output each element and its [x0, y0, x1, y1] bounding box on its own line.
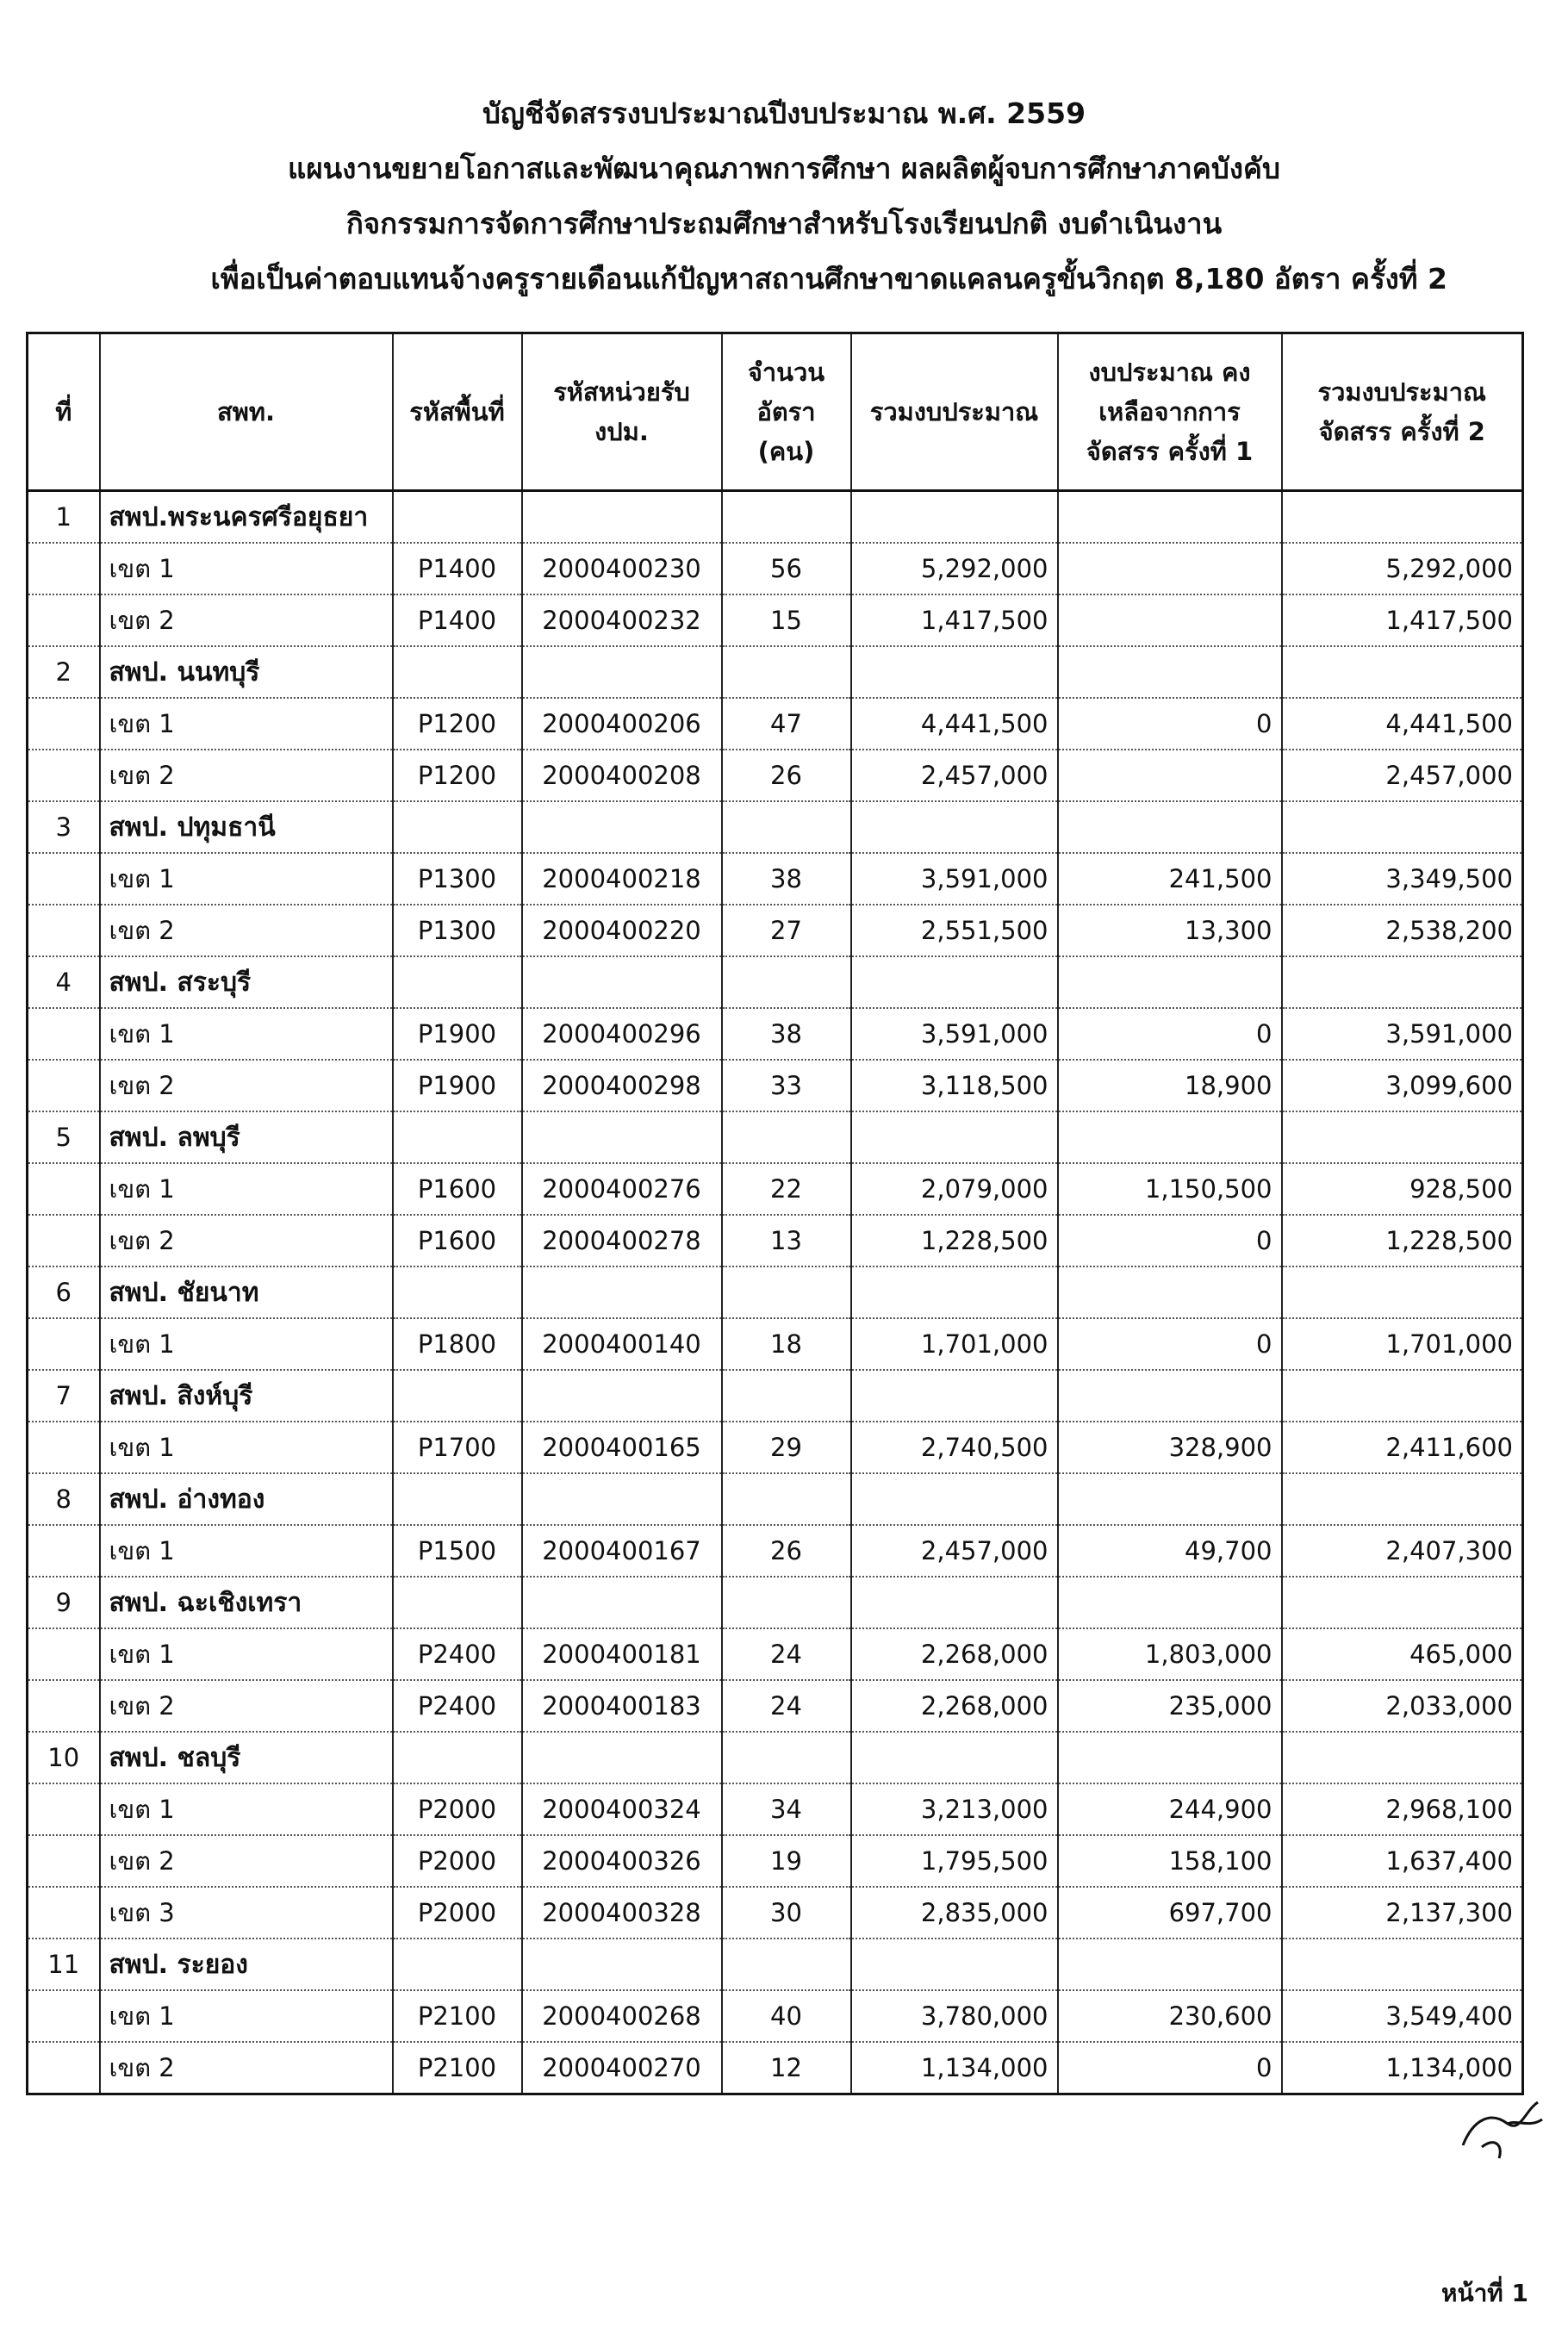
cell-alloc2: 2,033,000 [1282, 1680, 1523, 1732]
cell-unit-code [522, 1939, 722, 1990]
cell-no: 9 [28, 1577, 100, 1628]
cell-office: สพป. ชัยนาท [100, 1266, 393, 1318]
cell-no [28, 1990, 100, 2042]
cell-remaining [1058, 1473, 1282, 1525]
cell-unit-code: 2000400167 [522, 1525, 722, 1577]
table-row [28, 2042, 1523, 2094]
cell-area-code: P1800 [393, 1318, 522, 1370]
cell-unit-code: 2000400208 [522, 750, 722, 801]
cell-unit-code: 2000400324 [522, 1783, 722, 1835]
cell-alloc2: 1,134,000 [1282, 2042, 1523, 2094]
cell-alloc2 [1282, 646, 1523, 698]
cell-total: 3,780,000 [851, 1990, 1058, 2042]
cell-count [722, 801, 851, 853]
cell-office: สพป. ฉะเชิงเทรา [100, 1577, 393, 1628]
province-row [28, 1370, 1523, 1422]
cell-remaining: 244,900 [1058, 1783, 1282, 1835]
table-row [28, 1060, 1523, 1111]
cell-total: 2,079,000 [851, 1163, 1058, 1215]
cell-alloc2: 2,457,000 [1282, 750, 1523, 801]
province-row [28, 1473, 1523, 1525]
cell-count: 27 [722, 905, 851, 956]
cell-total [851, 956, 1058, 1008]
document-titles [0, 86, 1568, 307]
cell-count: 26 [722, 750, 851, 801]
cell-unit-code [522, 1577, 722, 1628]
cell-area-code [393, 1939, 522, 1990]
cell-area-code: P1600 [393, 1163, 522, 1215]
cell-unit-code: 2000400220 [522, 905, 722, 956]
cell-total [851, 801, 1058, 853]
cell-unit-code [522, 1370, 722, 1422]
cell-unit-code: 2000400206 [522, 698, 722, 750]
cell-alloc2 [1282, 1370, 1523, 1422]
cell-unit-code [522, 646, 722, 698]
cell-no [28, 1680, 100, 1732]
cell-no [28, 543, 100, 594]
cell-unit-code [522, 1111, 722, 1163]
cell-total [851, 1111, 1058, 1163]
cell-count [722, 1473, 851, 1525]
header-alloc2: รวมงบประมาณ จัดสรร ครั้งที่ 2 [1282, 333, 1523, 491]
cell-office: เขต 3 [100, 1887, 393, 1939]
table-row [28, 1835, 1523, 1887]
cell-alloc2: 2,968,100 [1282, 1783, 1523, 1835]
page-number: หน้าที่ 1 [1440, 2279, 1528, 2307]
cell-office: เขต 2 [100, 594, 393, 646]
table-row [28, 1628, 1523, 1680]
cell-total [851, 1473, 1058, 1525]
cell-alloc2: 1,701,000 [1282, 1318, 1523, 1370]
cell-remaining: 0 [1058, 1215, 1282, 1266]
cell-unit-code: 2000400165 [522, 1422, 722, 1473]
cell-total: 2,457,000 [851, 1525, 1058, 1577]
cell-total: 2,740,500 [851, 1422, 1058, 1473]
cell-no [28, 594, 100, 646]
header-remaining: งบประมาณ คงเหลือจากการ จัดสรร ครั้งที่ 1 [1058, 333, 1282, 491]
cell-remaining: 18,900 [1058, 1060, 1282, 1111]
province-row [28, 491, 1523, 544]
cell-office: สพป.พระนครศรีอยุธยา [100, 491, 393, 544]
cell-total: 1,417,500 [851, 594, 1058, 646]
cell-count [722, 491, 851, 544]
cell-no [28, 1215, 100, 1266]
cell-remaining [1058, 594, 1282, 646]
cell-alloc2: 3,099,600 [1282, 1060, 1523, 1111]
cell-count [722, 1732, 851, 1783]
cell-no: 4 [28, 956, 100, 1008]
cell-office: เขต 2 [100, 1060, 393, 1111]
cell-no: 10 [28, 1732, 100, 1783]
table-row [28, 594, 1523, 646]
cell-count: 24 [722, 1680, 851, 1732]
cell-office: เขต 1 [100, 1008, 393, 1060]
cell-alloc2 [1282, 1939, 1523, 1990]
cell-total: 2,268,000 [851, 1680, 1058, 1732]
cell-count: 29 [722, 1422, 851, 1473]
cell-remaining: 1,803,000 [1058, 1628, 1282, 1680]
cell-count: 38 [722, 1008, 851, 1060]
cell-count: 12 [722, 2042, 851, 2094]
cell-total: 3,591,000 [851, 853, 1058, 905]
cell-count: 22 [722, 1163, 851, 1215]
cell-alloc2: 2,411,600 [1282, 1422, 1523, 1473]
cell-no [28, 1163, 100, 1215]
cell-office: เขต 1 [100, 853, 393, 905]
cell-alloc2 [1282, 1111, 1523, 1163]
table-row [28, 1990, 1523, 2042]
cell-office: เขต 2 [100, 750, 393, 801]
cell-no [28, 1318, 100, 1370]
cell-office: เขต 1 [100, 1628, 393, 1680]
cell-remaining: 697,700 [1058, 1887, 1282, 1939]
cell-office: เขต 2 [100, 1680, 393, 1732]
cell-unit-code [522, 1266, 722, 1318]
cell-area-code: P1900 [393, 1008, 522, 1060]
cell-total: 1,795,500 [851, 1835, 1058, 1887]
cell-total [851, 646, 1058, 698]
province-row [28, 1732, 1523, 1783]
cell-remaining: 49,700 [1058, 1525, 1282, 1577]
cell-unit-code [522, 1732, 722, 1783]
header-unit-code: รหัสหน่วยรับ งปม. [522, 333, 722, 491]
budget-table [26, 332, 1524, 2095]
cell-area-code: P1600 [393, 1215, 522, 1266]
cell-alloc2: 5,292,000 [1282, 543, 1523, 594]
cell-remaining: 158,100 [1058, 1835, 1282, 1887]
cell-total: 1,701,000 [851, 1318, 1058, 1370]
cell-area-code: P2000 [393, 1887, 522, 1939]
cell-remaining [1058, 750, 1282, 801]
cell-office: เขต 2 [100, 905, 393, 956]
cell-total [851, 491, 1058, 544]
cell-count [722, 1577, 851, 1628]
cell-unit-code: 2000400140 [522, 1318, 722, 1370]
cell-count [722, 646, 851, 698]
cell-office: สพป. นนทบุรี [100, 646, 393, 698]
cell-total [851, 1577, 1058, 1628]
table-row [28, 905, 1523, 956]
cell-no: 7 [28, 1370, 100, 1422]
cell-area-code [393, 491, 522, 544]
cell-remaining [1058, 1111, 1282, 1163]
province-row [28, 1577, 1523, 1628]
cell-unit-code [522, 491, 722, 544]
cell-count: 18 [722, 1318, 851, 1370]
header-no: ที่ [28, 333, 100, 491]
cell-count: 26 [722, 1525, 851, 1577]
header-area-code: รหัสพื้นที่ [393, 333, 522, 491]
cell-total: 3,213,000 [851, 1783, 1058, 1835]
cell-alloc2: 3,591,000 [1282, 1008, 1523, 1060]
cell-total: 3,591,000 [851, 1008, 1058, 1060]
cell-area-code: P1200 [393, 750, 522, 801]
cell-office: เขต 1 [100, 698, 393, 750]
cell-no [28, 750, 100, 801]
cell-no [28, 853, 100, 905]
title-line-3: กิจกรรมการจัดการศึกษาประถมศึกษาสำหรับโรงเรียนปกติ งบดำเนินงาน [345, 207, 1223, 240]
cell-count: 38 [722, 853, 851, 905]
cell-office: สพป. ชลบุรี [100, 1732, 393, 1783]
cell-alloc2: 1,228,500 [1282, 1215, 1523, 1266]
cell-remaining [1058, 956, 1282, 1008]
cell-count: 33 [722, 1060, 851, 1111]
cell-count: 19 [722, 1835, 851, 1887]
cell-unit-code: 2000400183 [522, 1680, 722, 1732]
cell-total: 3,118,500 [851, 1060, 1058, 1111]
cell-area-code [393, 1111, 522, 1163]
table-row [28, 1887, 1523, 1939]
cell-office: สพป. ปทุมธานี [100, 801, 393, 853]
cell-unit-code: 2000400270 [522, 2042, 722, 2094]
cell-unit-code [522, 956, 722, 1008]
cell-unit-code: 2000400278 [522, 1215, 722, 1266]
cell-area-code [393, 1732, 522, 1783]
cell-no: 8 [28, 1473, 100, 1525]
cell-no: 1 [28, 491, 100, 544]
header-count: จำนวน อัตรา (คน) [722, 333, 851, 491]
cell-count: 34 [722, 1783, 851, 1835]
cell-count [722, 1266, 851, 1318]
cell-no [28, 1008, 100, 1060]
table-row [28, 1008, 1523, 1060]
cell-area-code [393, 1577, 522, 1628]
cell-count: 47 [722, 698, 851, 750]
cell-unit-code: 2000400218 [522, 853, 722, 905]
cell-area-code: P1300 [393, 905, 522, 956]
cell-unit-code [522, 801, 722, 853]
cell-area-code: P1200 [393, 698, 522, 750]
cell-no: 2 [28, 646, 100, 698]
table-row [28, 698, 1523, 750]
cell-area-code: P2000 [393, 1783, 522, 1835]
province-row [28, 1939, 1523, 1990]
cell-office: เขต 2 [100, 1215, 393, 1266]
cell-area-code: P1400 [393, 594, 522, 646]
table-row [28, 543, 1523, 594]
title-line-2: แผนงานขยายโอกาสและพัฒนาคุณภาพการศึกษา ผลผลิตผู้จบการศึกษาภาคบังคับ [288, 152, 1280, 185]
cell-total: 4,441,500 [851, 698, 1058, 750]
cell-count: 56 [722, 543, 851, 594]
table-row [28, 853, 1523, 905]
cell-unit-code: 2000400296 [522, 1008, 722, 1060]
province-row [28, 801, 1523, 853]
cell-unit-code: 2000400326 [522, 1835, 722, 1887]
table-row [28, 1318, 1523, 1370]
table-row [28, 1163, 1523, 1215]
cell-remaining: 230,600 [1058, 1990, 1282, 2042]
cell-no: 6 [28, 1266, 100, 1318]
cell-office: สพป. อ่างทอง [100, 1473, 393, 1525]
table-row [28, 1525, 1523, 1577]
cell-count: 24 [722, 1628, 851, 1680]
cell-count [722, 1370, 851, 1422]
cell-no: 5 [28, 1111, 100, 1163]
title-line-4: เพื่อเป็นค่าตอบแทนจ้างครูรายเดือนแก้ปัญหาสถานศึกษาขาดแคลนครูขั้นวิกฤต 8,180 อัตรา ครั้งที่ 2 [210, 262, 1447, 296]
cell-remaining [1058, 543, 1282, 594]
cell-alloc2: 1,637,400 [1282, 1835, 1523, 1887]
header-office: สพท. [100, 333, 393, 491]
cell-area-code: P2400 [393, 1628, 522, 1680]
table-row [28, 1215, 1523, 1266]
cell-total: 2,551,500 [851, 905, 1058, 956]
cell-office: เขต 1 [100, 1163, 393, 1215]
cell-no [28, 1628, 100, 1680]
cell-area-code [393, 1266, 522, 1318]
cell-no [28, 1422, 100, 1473]
cell-alloc2: 2,137,300 [1282, 1887, 1523, 1939]
cell-area-code: P1700 [393, 1422, 522, 1473]
cell-area-code: P1900 [393, 1060, 522, 1111]
cell-remaining: 241,500 [1058, 853, 1282, 905]
cell-alloc2 [1282, 1577, 1523, 1628]
cell-remaining [1058, 646, 1282, 698]
cell-total: 1,134,000 [851, 2042, 1058, 2094]
cell-no [28, 1783, 100, 1835]
cell-unit-code: 2000400232 [522, 594, 722, 646]
cell-office: เขต 1 [100, 1422, 393, 1473]
cell-remaining [1058, 1732, 1282, 1783]
cell-area-code [393, 1370, 522, 1422]
cell-alloc2: 2,538,200 [1282, 905, 1523, 956]
cell-alloc2 [1282, 1266, 1523, 1318]
cell-total: 2,457,000 [851, 750, 1058, 801]
cell-alloc2 [1282, 956, 1523, 1008]
cell-remaining [1058, 1577, 1282, 1628]
cell-alloc2 [1282, 491, 1523, 544]
cell-remaining: 235,000 [1058, 1680, 1282, 1732]
cell-area-code: P2400 [393, 1680, 522, 1732]
cell-area-code: P1400 [393, 543, 522, 594]
cell-area-code [393, 801, 522, 853]
cell-count: 15 [722, 594, 851, 646]
cell-count [722, 956, 851, 1008]
cell-unit-code: 2000400230 [522, 543, 722, 594]
province-row [28, 1111, 1523, 1163]
cell-alloc2: 1,417,500 [1282, 594, 1523, 646]
cell-unit-code [522, 1473, 722, 1525]
cell-total: 1,228,500 [851, 1215, 1058, 1266]
cell-total [851, 1939, 1058, 1990]
cell-office: สพป. ลพบุรี [100, 1111, 393, 1163]
cell-count: 30 [722, 1887, 851, 1939]
cell-count [722, 1111, 851, 1163]
cell-remaining: 0 [1058, 698, 1282, 750]
cell-area-code: P2100 [393, 2042, 522, 2094]
cell-remaining: 328,900 [1058, 1422, 1282, 1473]
cell-total: 2,268,000 [851, 1628, 1058, 1680]
cell-alloc2: 928,500 [1282, 1163, 1523, 1215]
cell-unit-code: 2000400298 [522, 1060, 722, 1111]
cell-no [28, 1060, 100, 1111]
cell-alloc2: 3,549,400 [1282, 1990, 1523, 2042]
cell-office: เขต 1 [100, 1525, 393, 1577]
cell-area-code: P1300 [393, 853, 522, 905]
cell-area-code [393, 646, 522, 698]
cell-remaining [1058, 1370, 1282, 1422]
signature-mark [1456, 2085, 1551, 2163]
cell-count: 13 [722, 1215, 851, 1266]
cell-unit-code: 2000400181 [522, 1628, 722, 1680]
cell-alloc2: 3,349,500 [1282, 853, 1523, 905]
cell-count: 40 [722, 1990, 851, 2042]
cell-alloc2 [1282, 1732, 1523, 1783]
cell-unit-code: 2000400268 [522, 1990, 722, 2042]
cell-no [28, 1887, 100, 1939]
cell-total: 5,292,000 [851, 543, 1058, 594]
cell-remaining [1058, 1266, 1282, 1318]
cell-no [28, 2042, 100, 2094]
header-total: รวมงบประมาณ [851, 333, 1058, 491]
cell-remaining: 0 [1058, 2042, 1282, 2094]
table-row [28, 750, 1523, 801]
cell-area-code: P2000 [393, 1835, 522, 1887]
cell-area-code [393, 1473, 522, 1525]
cell-remaining [1058, 801, 1282, 853]
cell-no: 3 [28, 801, 100, 853]
cell-no [28, 1835, 100, 1887]
cell-remaining [1058, 491, 1282, 544]
cell-alloc2: 2,407,300 [1282, 1525, 1523, 1577]
title-line-1: บัญชีจัดสรรงบประมาณปีงบประมาณ พ.ศ. 2559 [482, 96, 1086, 130]
province-row [28, 956, 1523, 1008]
table-body [28, 491, 1523, 2094]
cell-alloc2: 465,000 [1282, 1628, 1523, 1680]
cell-remaining [1058, 1939, 1282, 1990]
cell-office: เขต 2 [100, 1835, 393, 1887]
province-row [28, 1266, 1523, 1318]
cell-total [851, 1370, 1058, 1422]
cell-unit-code: 2000400328 [522, 1887, 722, 1939]
cell-alloc2 [1282, 1473, 1523, 1525]
header-row [28, 333, 1523, 491]
cell-office: เขต 1 [100, 1990, 393, 2042]
cell-alloc2: 4,441,500 [1282, 698, 1523, 750]
cell-remaining: 1,150,500 [1058, 1163, 1282, 1215]
table-row [28, 1783, 1523, 1835]
cell-remaining: 13,300 [1058, 905, 1282, 956]
cell-total [851, 1732, 1058, 1783]
cell-no [28, 698, 100, 750]
cell-no [28, 905, 100, 956]
cell-total [851, 1266, 1058, 1318]
cell-total: 2,835,000 [851, 1887, 1058, 1939]
cell-area-code [393, 956, 522, 1008]
cell-area-code: P1500 [393, 1525, 522, 1577]
cell-office: เขต 1 [100, 1783, 393, 1835]
table-row [28, 1680, 1523, 1732]
cell-office: เขต 1 [100, 1318, 393, 1370]
cell-office: เขต 2 [100, 2042, 393, 2094]
cell-remaining: 0 [1058, 1318, 1282, 1370]
cell-alloc2 [1282, 801, 1523, 853]
province-row [28, 646, 1523, 698]
cell-remaining: 0 [1058, 1008, 1282, 1060]
cell-area-code: P2100 [393, 1990, 522, 2042]
cell-no: 11 [28, 1939, 100, 1990]
cell-office: เขต 1 [100, 543, 393, 594]
cell-office: สพป. สระบุรี [100, 956, 393, 1008]
cell-office: สพป. สิงห์บุรี [100, 1370, 393, 1422]
cell-unit-code: 2000400276 [522, 1163, 722, 1215]
cell-count [722, 1939, 851, 1990]
cell-office: สพป. ระยอง [100, 1939, 393, 1990]
cell-no [28, 1525, 100, 1577]
table-row [28, 1422, 1523, 1473]
